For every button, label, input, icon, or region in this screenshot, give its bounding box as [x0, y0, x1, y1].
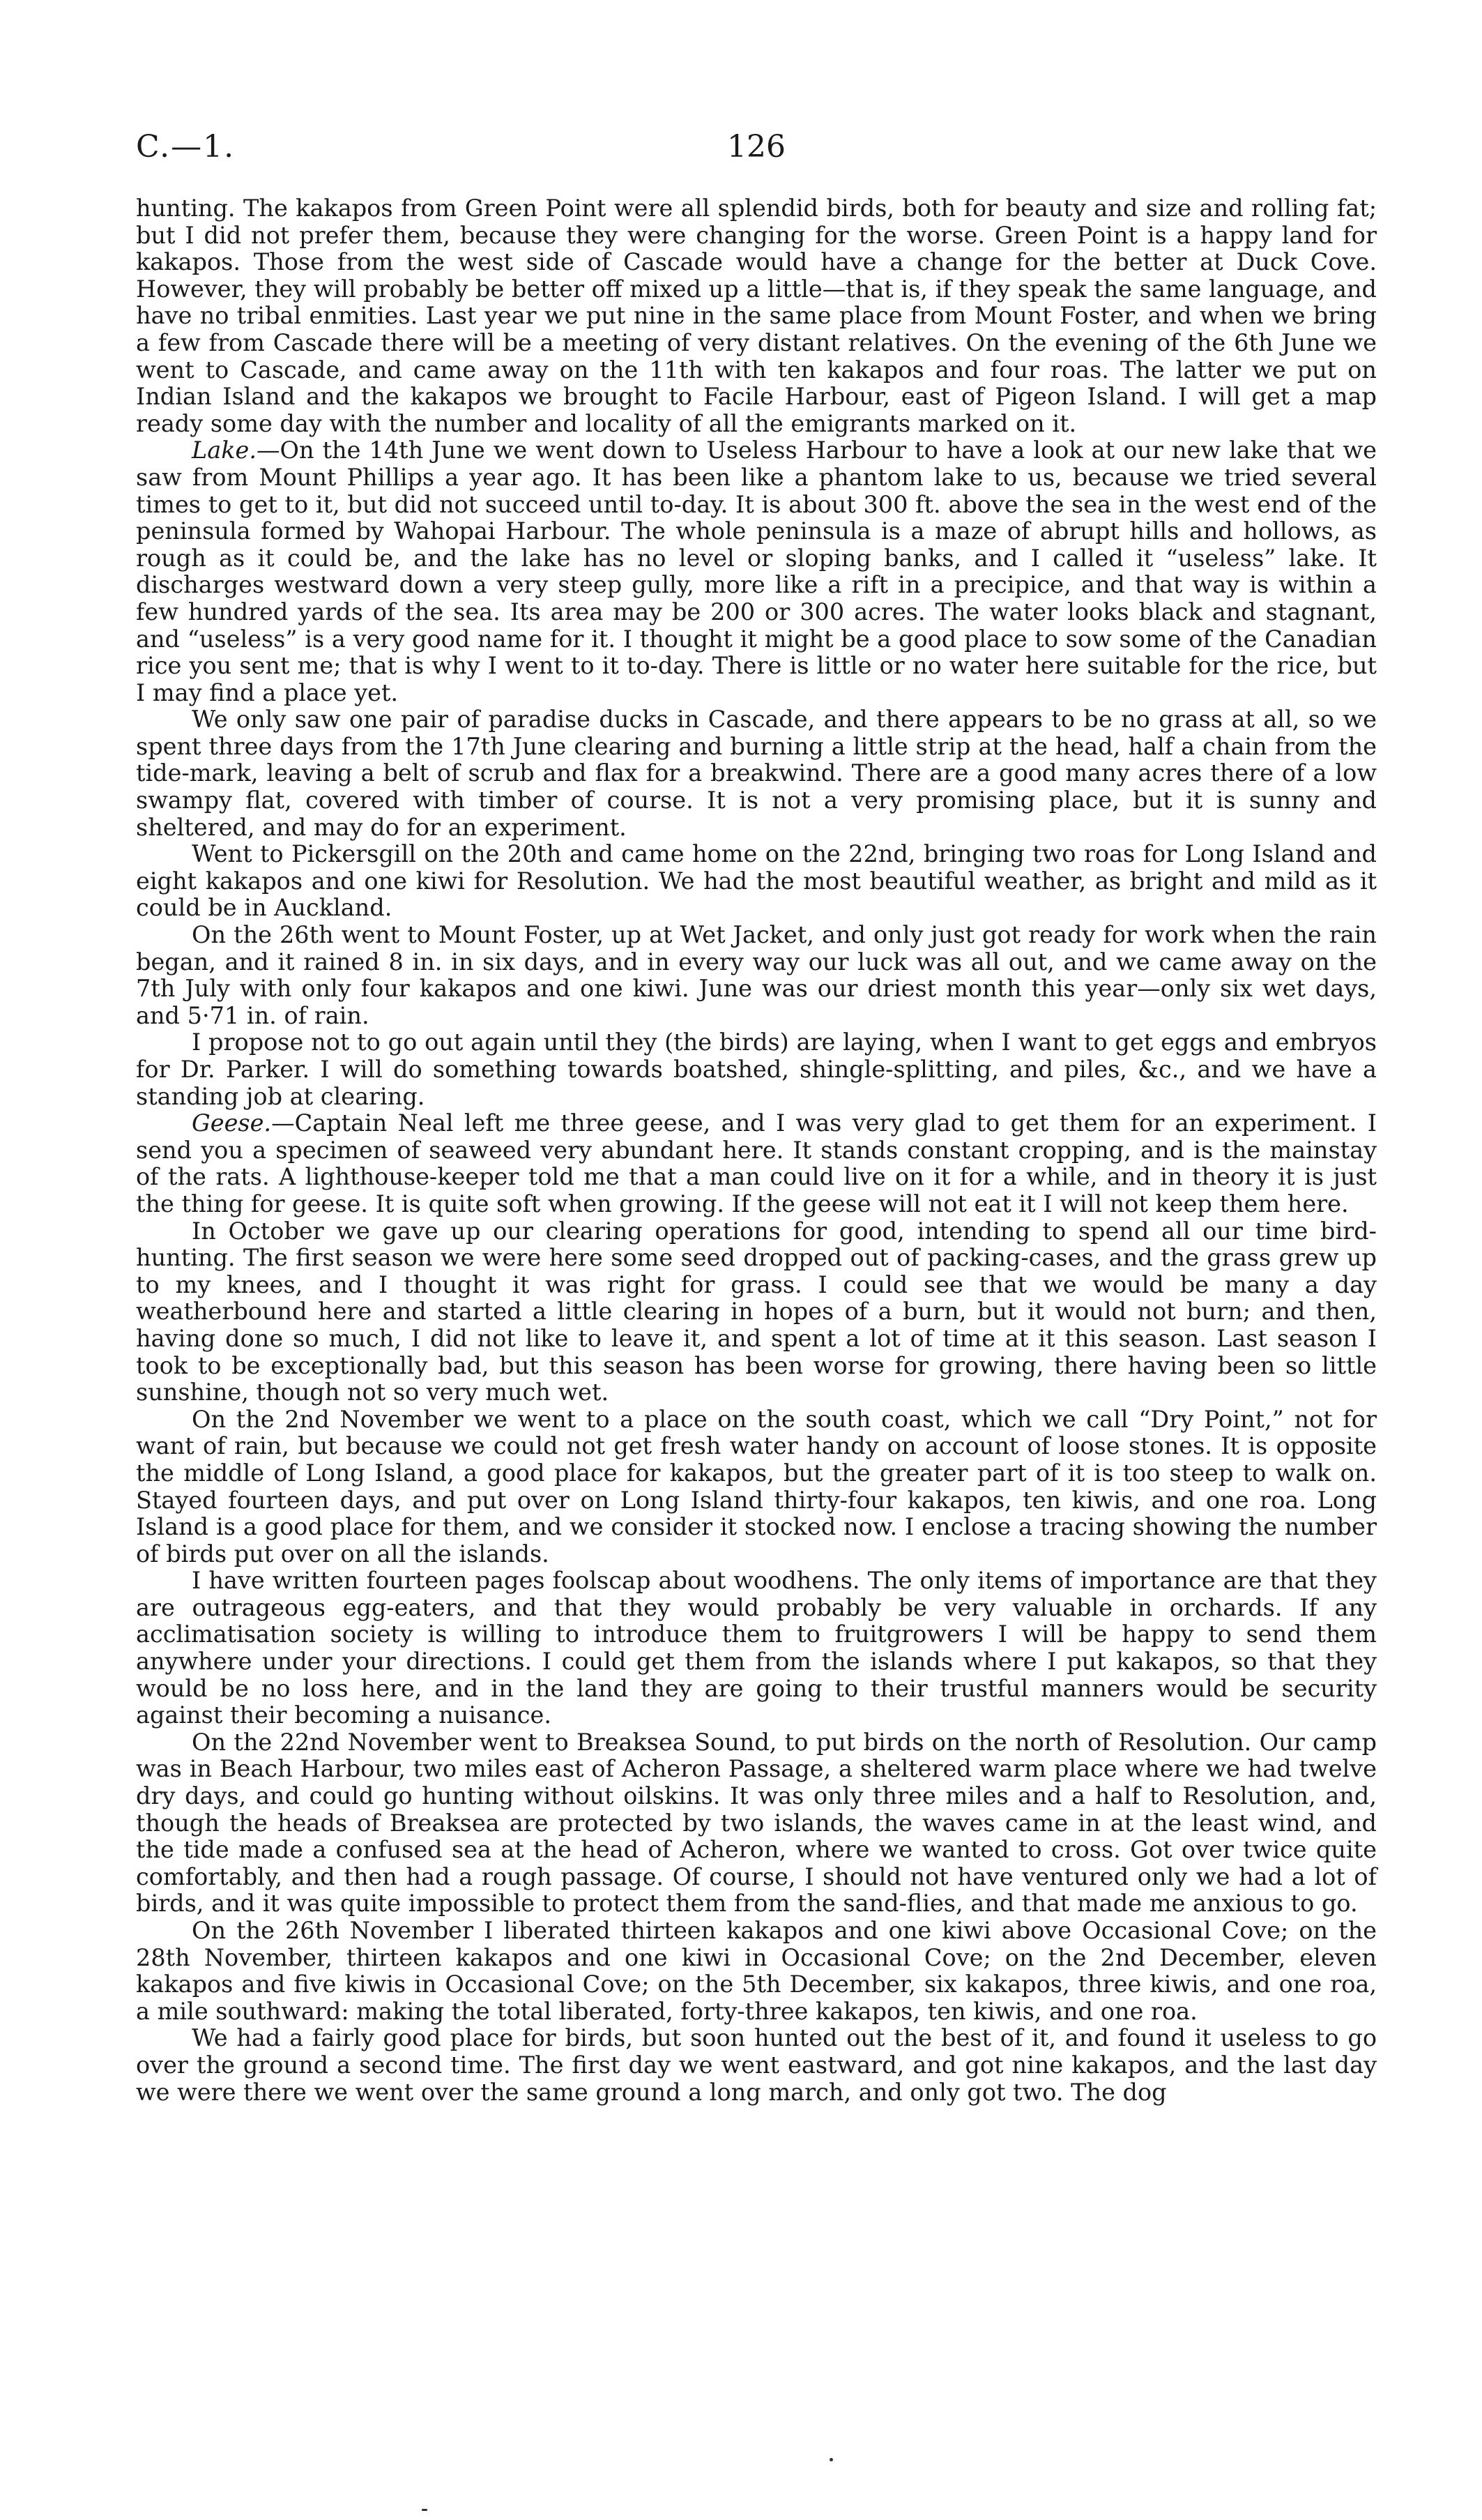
paragraph-text: —Captain Neal left me three geese, and I was very glad to get them for an experiment. I send you a specimen of seaweed very abundant here. It stands constant cropping, and is the mainstay of the rats. A lighthouse-keeper told me that a man could live on it for a while, and in theory it is just the thing for geese. It is quite soft when growing. If the geese will not eat it I will not keep them here. [136, 1109, 1377, 1217]
paragraph-text: On the 22nd November went to Breaksea Sound, to put birds on the north of Resolution. Our camp was in Beach Harbour, two miles east of Acheron Passage, a sheltered warm place where we had twelve dry days, and could go hunting without oilskins. It was only three miles and a half to Resolution, and, though the heads of Breaksea are protected by two islands, the waves came in at the least wind, and the tide made a confused sea at the head of Acheron, where we wanted to cross. Got over twice quite comfortably, and then had a rough passage. Of course, I should not have ventured only we had a lot of birds, and it was quite impossible to protect them from the sand-flies, and that made me anxious to go. [136, 1728, 1377, 1918]
paragraph [136, 195, 1377, 437]
paragraph [136, 2025, 1377, 2106]
paragraph [136, 437, 1377, 706]
paragraph [136, 1110, 1377, 1217]
section-heading: Lake. [192, 437, 257, 464]
paragraph [136, 922, 1377, 1029]
paragraph-text: I have written fourteen pages foolscap about woodhens. The only items of importance are that they are outrageous egg-eaters, and that they would probably be very valuable in orchards. If any acclimatisation society is willing to introduce them to fruitgrowers I will be happy to send them anywhere under your directions. I could get them from the islands where I put kakapos, so that they would be no loss here, and in the land they are going to their trustful manners would be security against their becoming a nuisance. [136, 1567, 1377, 1729]
paragraph-text: —On the 14th June we went down to Useless Harbour to have a look at our new lake that we saw from Mount Phillips a year ago. It has been like a phantom lake to us, because we tried several times to get to it, but did not succeed until to-day. It is about 300 ft. above the sea in the west end of the peninsula formed by Wahopai Harbour. The whole peninsula is a maze of abrupt hills and hollows, as rough as it could be, and the lake has no level or sloping banks, and I called it “useless” lake. It discharges westward down a very steep gully, more like a rift in a precipice, and that way is within a few hundred yards of the sea. Its area may be 200 or 300 acres. The water looks black and stagnant, and “useless” is a very good name for it. I thought it might be a good place to sow some of the Canadian rice you sent me; that is why I went to it to-day. There is little or no water here suitable for the rice, but I may find a place yet. [136, 437, 1377, 706]
document-reference: C.—1. [136, 129, 236, 165]
paragraph [136, 1729, 1377, 1918]
print-speck [830, 2458, 833, 2461]
paragraph-text: On the 26th went to Mount Foster, up at Wet Jacket, and only just got ready for work when the rain began, and it rained 8 in. in six days, and in every way our luck was all out, and we came away on the 7th July with only four kakapos and one kiwi. June was our driest month this year—only six wet days, and 5·71 in. of rain. [136, 921, 1377, 1029]
paragraph [136, 1218, 1377, 1406]
paragraph-text: hunting. The kakapos from Green Point were all splendid birds, both for beauty and size and rolling fat; but I did not prefer them, because they were changing for the worse. Green Point is a happy land for kakapos. Those from the west side of Cascade would have a change for the better at Duck Cove. However, they will probably be better off mixed up a little—that is, if they speak the same language, and have no tribal enmities. Last year we put nine in the same place from Mount Foster, and when we bring a few from Cascade there will be a meeting of very distant relatives. On the evening of the 6th June we went to Cascade, and came away on the 11th with ten kakapos and four roas. The latter we put on Indian Island and the kakapos we brought to Facile Harbour, east of Pigeon Island. I will get a map ready some day with the number and locality of all the emigrants marked on it. [136, 195, 1377, 437]
paragraph-text: We had a fairly good place for birds, but soon hunted out the best of it, and found it useless to go over the ground a second time. The first day we went eastward, and got nine kakapos, and the last day we were there we went over the same ground a long march, and only got two. The dog [136, 2024, 1377, 2106]
paragraph-text: I propose not to go out again until they (the birds) are laying, when I want to get eggs and embryos for Dr. Parker. I will do something towards boatshed, shingle-splitting, and piles, &c., and we have a standing job at clearing. [136, 1029, 1377, 1110]
paragraph-text: We only saw one pair of paradise ducks in Cascade, and there appears to be no grass at all, so we spent three days from the 17th June clearing and burning a little strip at the head, half a chain from the tide-mark, leaving a belt of scrub and flax for a breakwind. There are a good many acres there of a low swampy flat, covered with timber of course. It is not a very promising place, but it is sunny and sheltered, and may do for an experiment. [136, 706, 1377, 841]
page-header [136, 129, 1377, 171]
section-heading: Geese. [192, 1109, 272, 1137]
paragraph [136, 1568, 1377, 1729]
body-text [136, 195, 1377, 2106]
print-speck [422, 2509, 427, 2511]
paragraph [136, 1406, 1377, 1568]
paragraph-text: Went to Pickersgill on the 20th and came home on the 22nd, bringing two roas for Long Island and eight kakapos and one kiwi for Resolution. We had the most beautiful weather, as bright and mild as it could be in Auckland. [136, 840, 1377, 922]
paragraph [136, 1918, 1377, 2025]
paragraph-text: In October we gave up our clearing operations for good, intending to spend all our time bird-hunting. The first season we were here some seed dropped out of packing-cases, and the grass grew up to my knees, and I thought it was right for grass. I could see that we would be many a day weatherbound here and started a little clearing in hopes of a burn, but it would not burn; and then, having done so much, I did not like to leave it, and spent a lot of time at it this season. Last season I took to be exceptionally bad, but this season has been worse for growing, there having been so little sunshine, though not so very much wet. [136, 1217, 1377, 1406]
paragraph-text: On the 2nd November we went to a place on the south coast, which we call “Dry Point,” not for want of rain, but because we could not get fresh water handy on account of loose stones. It is opposite the middle of Long Island, a good place for kakapos, but the greater part of it is too steep to walk on. Stayed fourteen days, and put over on Long Island thirty-four kakapos, ten kiwis, and one roa. Long Island is a good place for them, and we consider it stocked now. I enclose a tracing showing the number of birds put over on all the islands. [136, 1405, 1377, 1568]
paragraph [136, 706, 1377, 841]
paragraph [136, 841, 1377, 922]
page-number: 126 [727, 129, 786, 165]
paragraph [136, 1029, 1377, 1110]
paragraph-text: On the 26th November I liberated thirteen kakapos and one kiwi above Occasional Cove; on the 28th November, thirteen kakapos and one kiwi in Occasional Cove; on the 2nd December, eleven kakapos and five kiwis in Occasional Cove; on the 5th December, six kakapos, three kiwis, and one roa, a mile southward: making the total liberated, forty-three kakapos, ten kiwis, and one roa. [136, 1917, 1377, 2025]
